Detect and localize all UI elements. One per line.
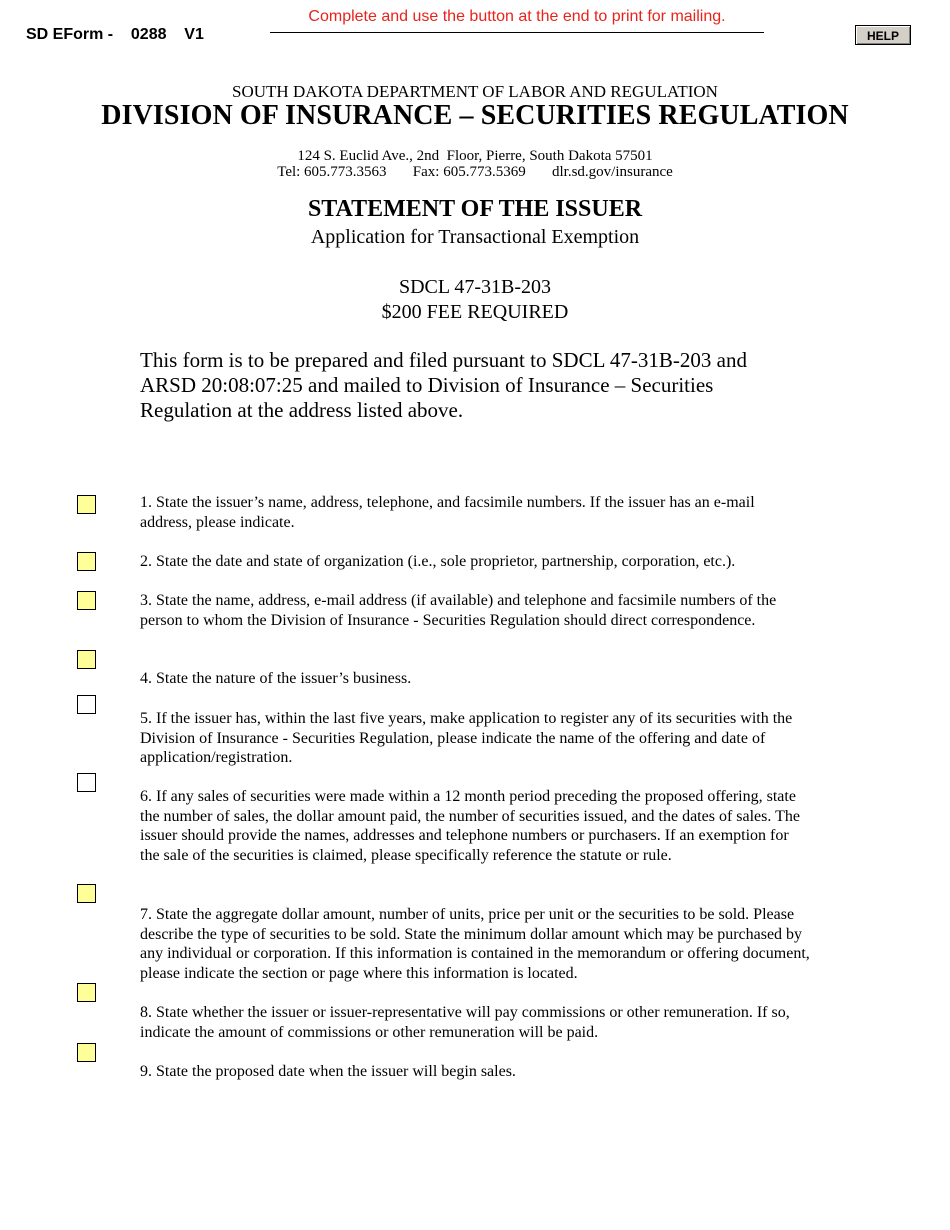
statement-title: STATEMENT OF THE ISSUER [307, 196, 643, 222]
checklist-item-3: 3. State the name, address, e-mail address (if available) and telephone and facsimile numbers of the person to whom the Division of Insurance - Securities Regulation should direct correspondence. [140, 592, 777, 629]
checklist-item-8: 8. State whether the issuer or issuer-representative will pay commissions or other remuneration. If so, indicate the amount of commissions or other remuneration will be paid. [140, 1004, 790, 1041]
checklist-item-9: 9. State the proposed date when the issuer will begin sales. [140, 1063, 516, 1080]
instruction-underline [270, 32, 764, 33]
checklist-item-2: 2. State the date and state of organization (i.e., sole proprietor, partnership, corporation, etc.). [140, 553, 736, 570]
checklist-checkbox-6[interactable] [77, 773, 96, 792]
agency-address [0, 148, 950, 180]
department-name: SOUTH DAKOTA DEPARTMENT OF LABOR AND REGULATION [232, 82, 718, 101]
statement-subtitle: Application for Transactional Exemption [310, 226, 640, 248]
checklist-checkbox-1[interactable] [77, 495, 96, 514]
form-id: SD EForm - 0288 V1 [26, 26, 204, 43]
checklist-checkbox-8[interactable] [77, 983, 96, 1002]
checklist-checkbox-3[interactable] [77, 591, 96, 610]
checklist-checkbox-4[interactable] [77, 650, 96, 669]
checklist-item-4: 4. State the nature of the issuer’s business. [140, 670, 412, 687]
help-button[interactable]: HELP [855, 25, 911, 45]
checklist-item-6: 6. If any sales of securities were made within a 12 month period preceding the proposed offering, state the number of sales, the dollar amount paid, the number of securities issued, and the dates of sales. The issuer should provide the names, addresses and telephone numbers or purchasers. If an exemption for the sale of the securities is claimed, please specifically reference the statute or rule. [140, 788, 800, 864]
intro-paragraph: This form is to be prepared and filed pursuant to SDCL 47-31B-203 and ARSD 20:08:07:25 and mailed to Division of Insurance – Securities Regulation at the address listed above. [140, 348, 747, 422]
checklist-item-7: 7. State the aggregate dollar amount, number of units, price per unit or the securities to be sold. Please describe the type of securities to be sold. State the minimum dollar amount which may be purchased by any individual or corporation. If this information is contained in the memorandum or offering document, please indicate the section or page where this information is located. [140, 906, 810, 982]
checklist-checkbox-7[interactable] [77, 884, 96, 903]
checklist-checkbox-9[interactable] [77, 1043, 96, 1062]
fee-notice: $200 FEE REQUIRED [381, 301, 569, 323]
checklist-checkbox-5[interactable] [77, 695, 96, 714]
division-title: DIVISION OF INSURANCE – SECURITIES REGULATION [101, 100, 849, 131]
address-line: 124 S. Euclid Ave., 2nd Floor, Pierre, South Dakota 57501 [297, 148, 653, 164]
print-instruction: Complete and use the button at the end to print for mailing. [308, 8, 726, 25]
checklist-item-5: 5. If the issuer has, within the last five years, make application to register any of its securities with the Division of Insurance - Securities Regulation, please indicate the name of the offering and date of application/registration. [140, 710, 793, 766]
contact-line: Tel: 605.773.3563 Fax: 605.773.5369 dlr.sd.gov/insurance [277, 164, 673, 180]
checklist-checkbox-2[interactable] [77, 552, 96, 571]
statute-reference: SDCL 47-31B-203 [398, 276, 552, 298]
checklist-item-1: 1. State the issuer’s name, address, telephone, and facsimile numbers. If the issuer has an e-mail address, please indicate. [140, 494, 755, 531]
